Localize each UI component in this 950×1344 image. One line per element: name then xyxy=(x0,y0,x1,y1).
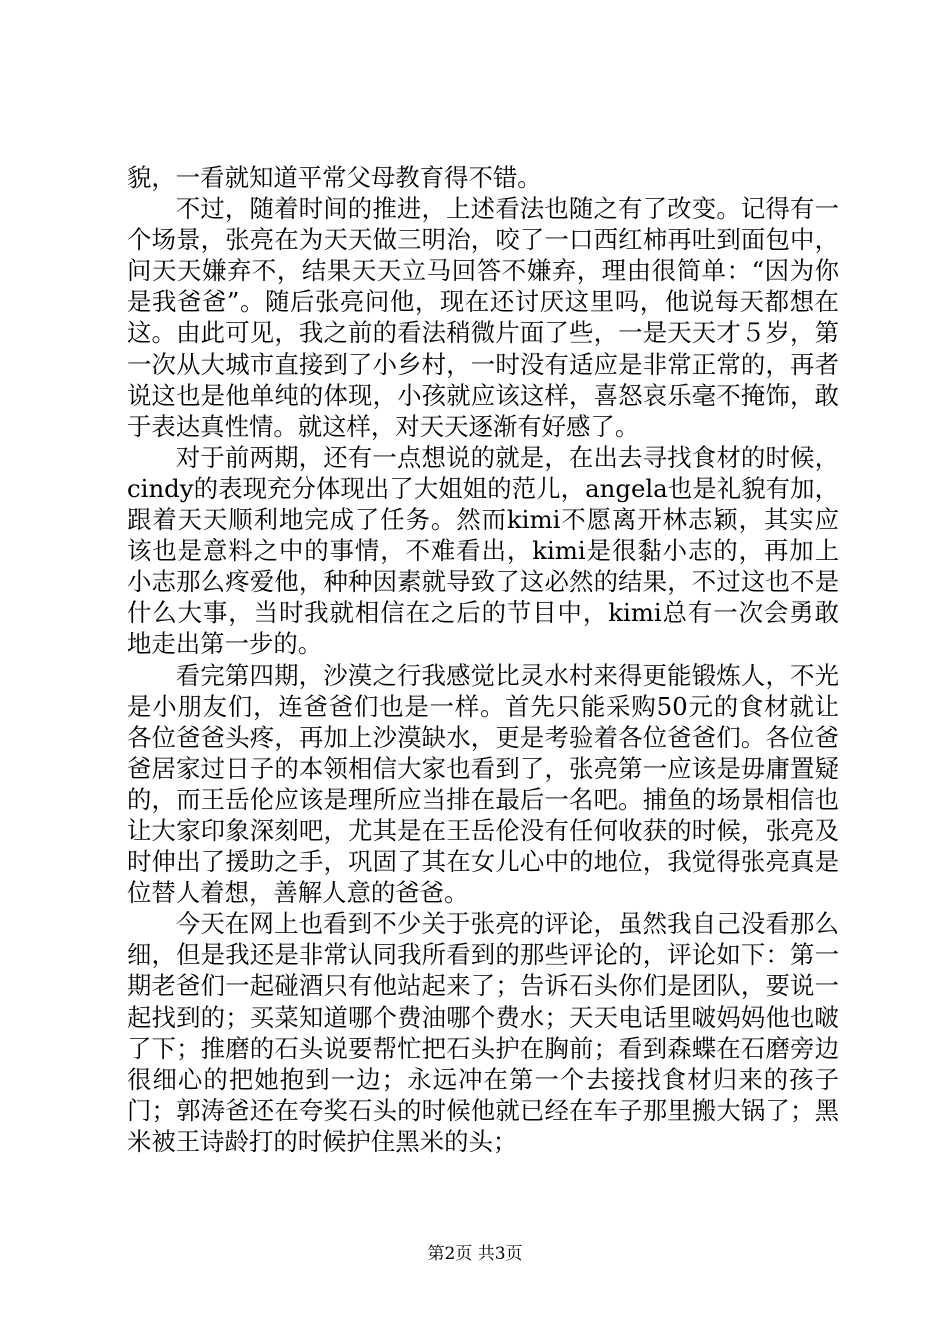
paragraph-opinion-change: 不过，随着时间的推进，上述看法也随之有了改变。记得有一个场景，张亮在为天天做三明治，咬了一口西红柿再吐到面包中，问天天嫌弃不，结果天天立马回答不嫌弃，理由很简单：“因为你是我爸爸”。随后张亮问他，现在还讨厌这里吗，他说每天都想在这。由此可见，我之前的看法稍微片面了些，一是天天才５岁，第一次从大城市直接到了小乡村，一时没有适应是非常正常的，再者说这也是他单纯的体现，小孩就应该这样，喜怒哀乐毫不掩饰，敢于表达真性情。就这样，对天天逐渐有好感了。 xyxy=(127,194,839,441)
paragraph-fourth-episode: 看完第四期，沙漠之行我感觉比灵水村来得更能锻炼人，不光是小朋友们，连爸爸们也是一样。首先只能采购50元的食材就让各位爸爸头疼，再加上沙漠缺水，更是考验着各位爸爸们。各位爸爸居家过日子的本领相信大家也看到了，张亮第一应该是毋庸置疑的，而王岳伦应该是理所应当排在最后一名吧。捕鱼的场景相信也让大家印象深刻吧，尤其是在王岳伦没有任何收获的时候，张亮及时伸出了援助之手，巩固了其在女儿心中的地位，我觉得张亮真是位替人着想，善解人意的爸爸。 xyxy=(127,660,839,908)
document-body xyxy=(127,162,839,1157)
page-number-footer: 第2页 共3页 xyxy=(427,1244,523,1264)
paragraph-online-comments: 今天在网上也看到不少关于张亮的评论，虽然我自己没看那么细，但是我还是非常认同我所看到的那些评论的，评论如下：第一期老爸们一起碰酒只有他站起来了；告诉石头你们是团队，要说一起找到的；买菜知道哪个费油哪个费水；天天电话里啵妈妈他也啵了下；推磨的石头说要帮忙把石头护在胸前；看到森蝶在石磨旁边很细心的把她抱到一边；永远冲在第一个去接找食材归来的孩子门；郭涛爸还在夸奖石头的时候他就已经在车子那里搬大锅了；黑米被王诗龄打的时候护住黑米的头； xyxy=(127,909,839,1156)
paragraph-continuation: 貌，一看就知道平常父母教育得不错。 xyxy=(127,163,542,192)
paragraph-first-episodes: 对于前两期，还有一点想说的就是，在出去寻找食材的时候，cindy的表现充分体现出了大姐姐的范儿，angela也是礼貌有加，跟着天天顺利地完成了任务。然而kimi不愿离开林志颖，其实应该也是意料之中的事情，不难看出，kimi是很黏小志的，再加上小志那么疼爱他，种种因素就导致了这必然的结果，不过这也不是什么大事，当时我就相信在之后的节目中，kimi总有一次会勇敢地走出第一步的。 xyxy=(127,442,839,659)
